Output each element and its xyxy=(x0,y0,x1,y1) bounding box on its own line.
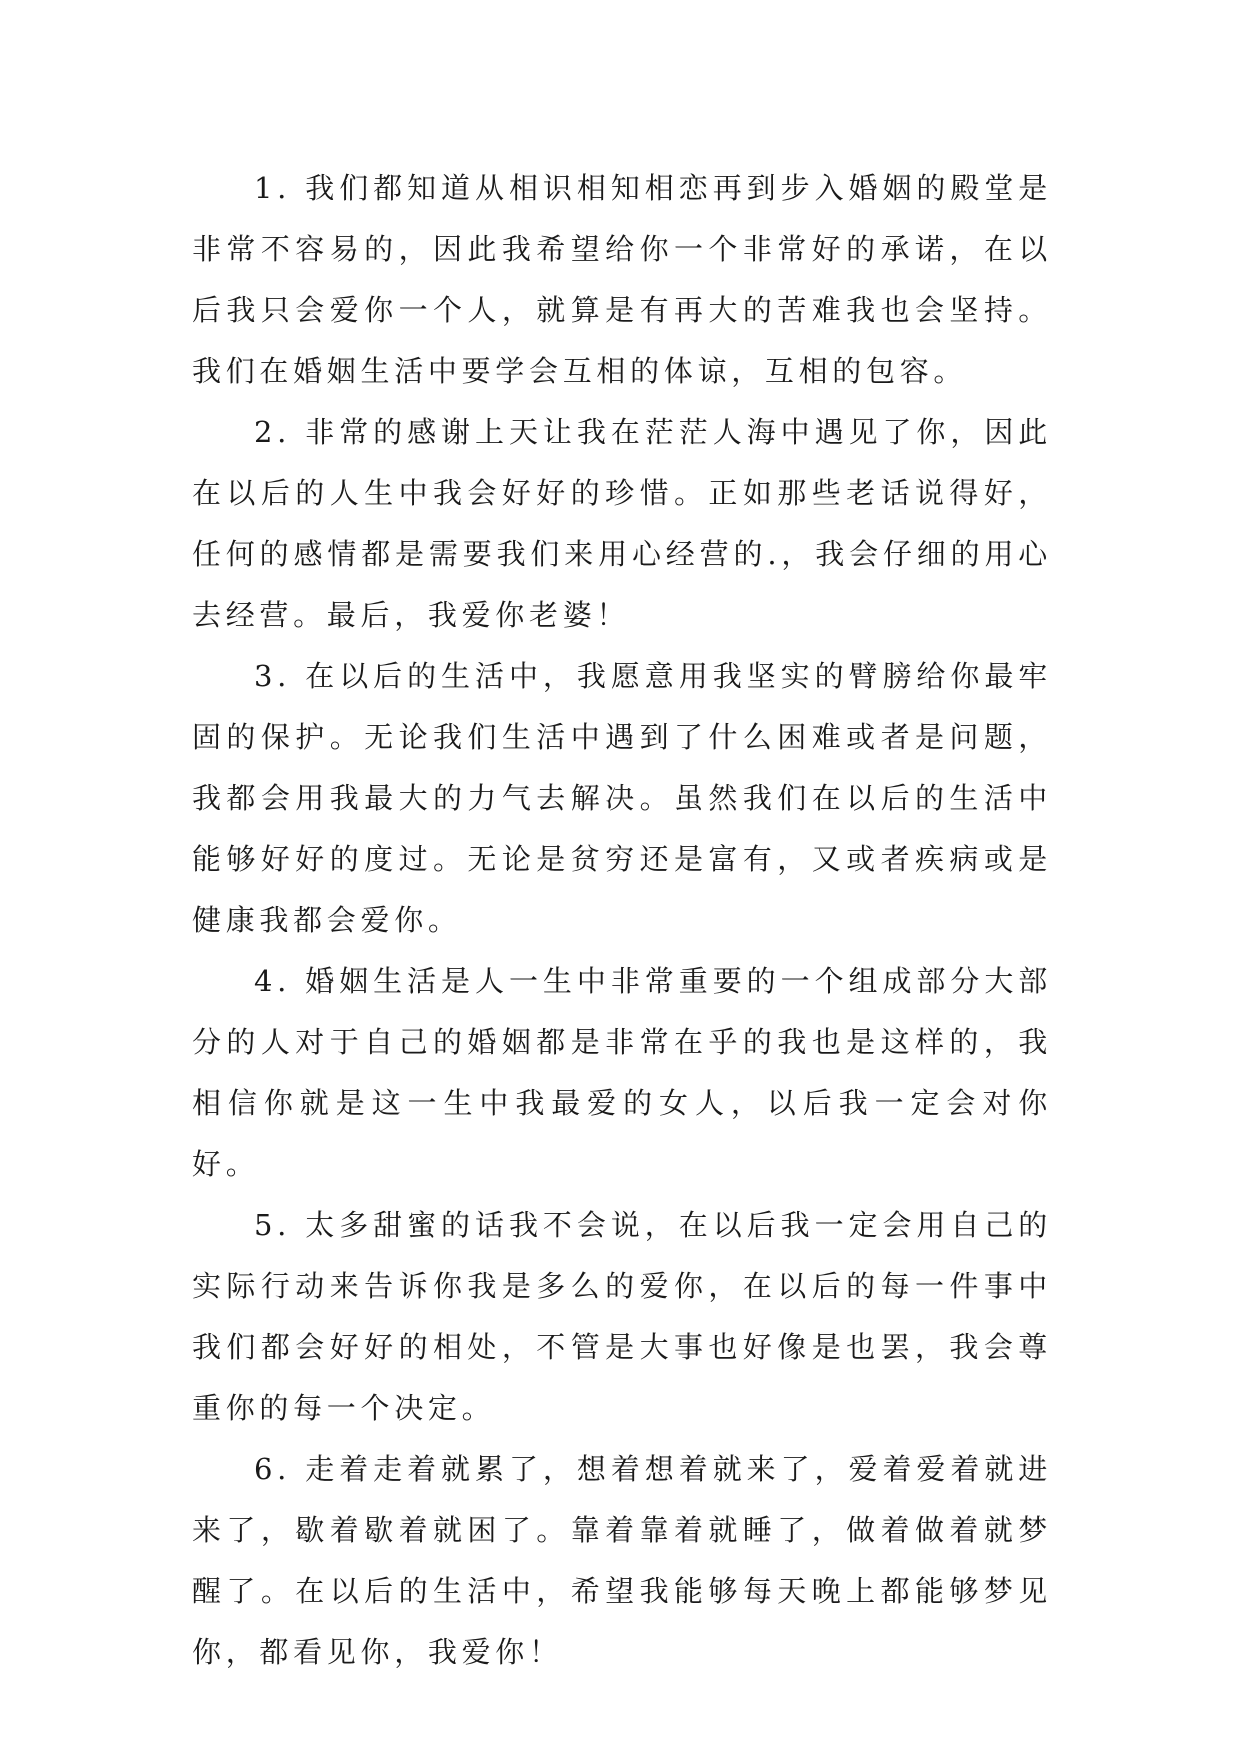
document-body xyxy=(192,158,1052,1683)
paragraph-4: 4. 婚姻生活是人一生中非常重要的一个组成部分大部分的人对于自己的婚姻都是非常在乎的我也是这样的，我相信你就是这一生中我最爱的女人，以后我一定会对你好。 xyxy=(192,964,1052,1181)
paragraph-3: 3. 在以后的生活中，我愿意用我坚实的臂膀给你最牢固的保护。无论我们生活中遇到了什么困难或者是问题，我都会用我最大的力气去解决。虽然我们在以后的生活中能够好好的度过。无论是贫穷还是富有，又或者疾病或是健康我都会爱你。 xyxy=(192,659,1052,937)
paragraph-6: 6. 走着走着就累了，想着想着就来了，爱着爱着就进来了，歇着歇着就困了。靠着靠着就睡了，做着做着就梦醒了。在以后的生活中，希望我能够每天晚上都能够梦见你，都看见你，我爱你！ xyxy=(192,1452,1052,1669)
paragraph-1: 1. 我们都知道从相识相知相恋再到步入婚姻的殿堂是非常不容易的，因此我希望给你一个非常好的承诺，在以后我只会爱你一个人，就算是有再大的苦难我也会坚持。我们在婚姻生活中要学会互相的体谅，互相的包容。 xyxy=(192,171,1052,388)
paragraph-2: 2. 非常的感谢上天让我在茫茫人海中遇见了你，因此在以后的人生中我会好好的珍惜。正如那些老话说得好，任何的感情都是需要我们来用心经营的.，我会仔细的用心去经营。最后，我爱你老婆！ xyxy=(192,415,1052,632)
paragraph-5: 5. 太多甜蜜的话我不会说，在以后我一定会用自己的实际行动来告诉你我是多么的爱你，在以后的每一件事中我们都会好好的相处，不管是大事也好像是也罢，我会尊重你的每一个决定。 xyxy=(192,1208,1052,1425)
